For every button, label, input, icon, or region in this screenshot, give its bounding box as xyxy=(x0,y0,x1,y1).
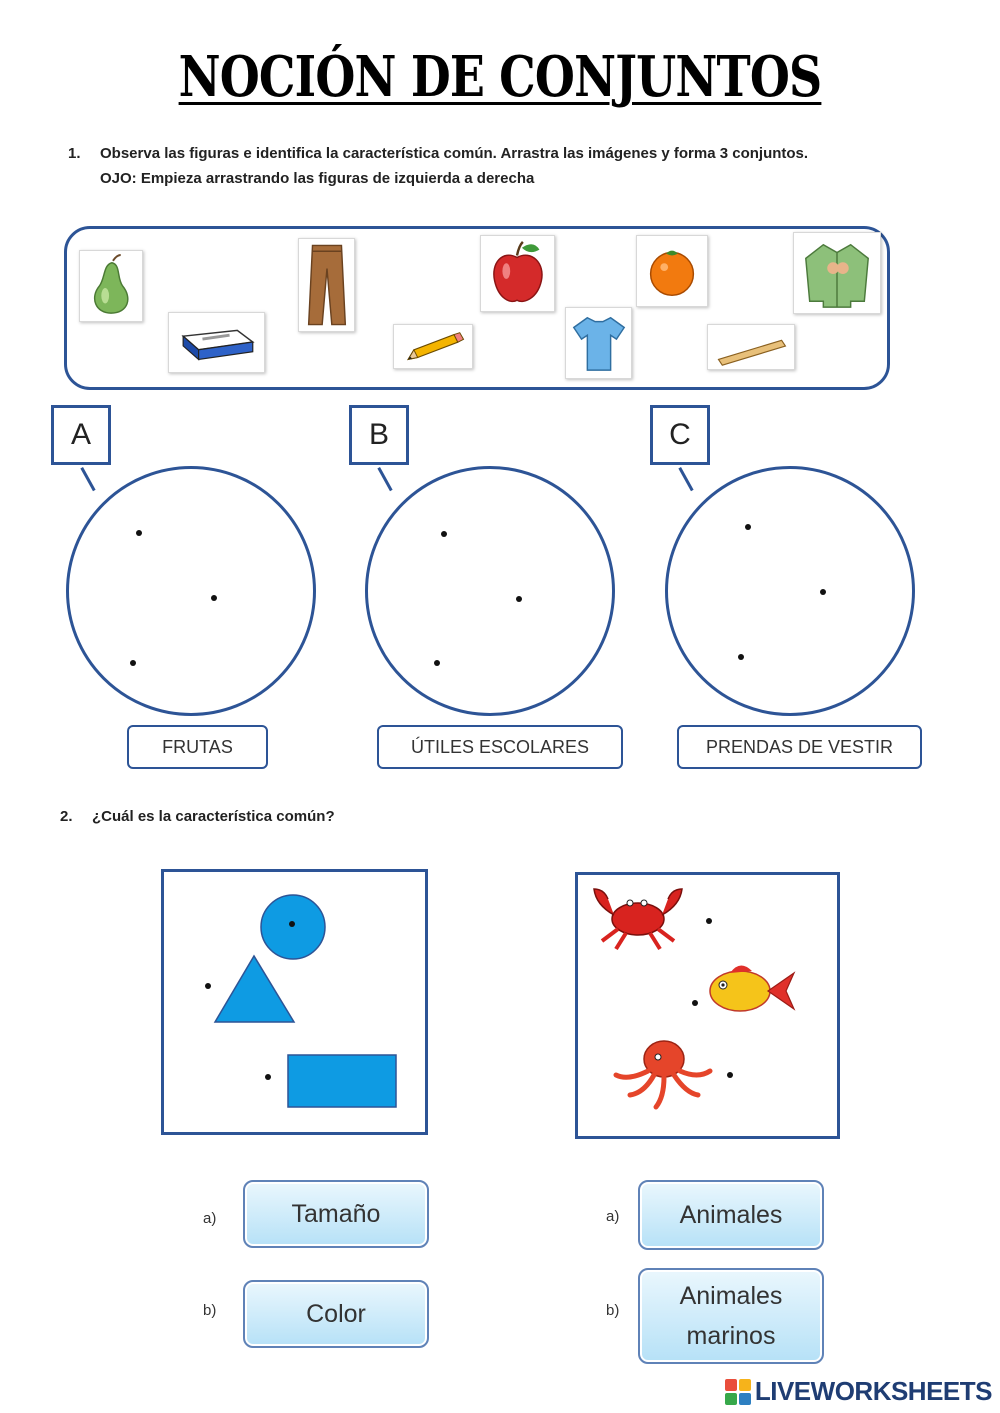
brand-watermark xyxy=(725,1376,992,1407)
q2-text: ¿Cuál es la característica común? xyxy=(92,808,335,825)
right-option-b-letter: b) xyxy=(606,1302,620,1319)
set-c-drop-point[interactable] xyxy=(820,589,826,595)
octopus-drop-point[interactable] xyxy=(727,1072,733,1078)
pants-icon[interactable] xyxy=(298,238,355,332)
set-a-drop-point[interactable] xyxy=(130,660,136,666)
set-c-drop-point[interactable] xyxy=(738,654,744,660)
set-c-letter: C xyxy=(650,405,710,465)
left-option-a-letter: a) xyxy=(203,1210,217,1227)
set-a-letter: A xyxy=(51,405,111,465)
rectangle-drop-point[interactable] xyxy=(265,1074,271,1080)
crab-icon xyxy=(594,889,682,949)
q2-number: 2. xyxy=(60,808,73,825)
q1-line2: OJO: Empieza arrastrando las figuras de izquierda a derecha xyxy=(100,170,535,187)
set-c-drop-point[interactable] xyxy=(745,524,751,530)
right-option-a-button[interactable]: Animales xyxy=(638,1180,824,1250)
left-option-b-button[interactable]: Color xyxy=(243,1280,429,1348)
set-c-name: PRENDAS DE VESTIR xyxy=(677,725,922,769)
page-title: NOCIÓN DE CONJUNTOS xyxy=(178,44,822,110)
set-a-drop-point[interactable] xyxy=(211,595,217,601)
ruler-icon[interactable] xyxy=(707,324,795,370)
orange-icon[interactable] xyxy=(636,235,708,307)
set-c-connector xyxy=(678,467,693,491)
left-option-b-letter: b) xyxy=(203,1302,217,1319)
set-b-letter: B xyxy=(349,405,409,465)
animals-box xyxy=(575,872,840,1139)
circle-shape xyxy=(261,895,325,959)
set-a-circle[interactable] xyxy=(66,466,316,716)
set-b-connector xyxy=(377,467,392,491)
q1-text: Observa las figuras e identifica la característica común. Arrastra las imágenes y forma 3 conjuntos. xyxy=(100,145,809,162)
pear-icon[interactable] xyxy=(79,250,143,322)
octopus-icon xyxy=(616,1041,710,1107)
right-option-a-letter: a) xyxy=(606,1208,620,1225)
shapes-box xyxy=(161,869,428,1135)
jacket-icon[interactable] xyxy=(793,232,881,314)
left-option-a-button[interactable]: Tamaño xyxy=(243,1180,429,1248)
animals-illustration xyxy=(578,875,837,1136)
set-a-connector xyxy=(80,467,95,491)
right-option-b-button[interactable]: Animales marinos xyxy=(638,1268,824,1364)
set-b-drop-point[interactable] xyxy=(434,660,440,666)
shapes-illustration xyxy=(164,872,425,1132)
pencil-icon[interactable] xyxy=(393,324,473,369)
set-b-circle[interactable] xyxy=(365,466,615,716)
q1-line1 xyxy=(68,145,808,162)
set-b-name: ÚTILES ESCOLARES xyxy=(377,725,623,769)
rectangle-shape xyxy=(288,1055,396,1107)
circle-drop-point[interactable] xyxy=(289,921,295,927)
apple-icon[interactable] xyxy=(480,235,555,312)
set-b-drop-point[interactable] xyxy=(441,531,447,537)
brand-name: LIVEWORKSHEETS xyxy=(754,1376,992,1406)
q2-line xyxy=(60,808,335,825)
set-a-name: FRUTAS xyxy=(127,725,268,769)
set-b-drop-point[interactable] xyxy=(516,596,522,602)
triangle-drop-point[interactable] xyxy=(205,983,211,989)
set-a-drop-point[interactable] xyxy=(136,530,142,536)
set-c-circle[interactable] xyxy=(665,466,915,716)
fish-drop-point[interactable] xyxy=(692,1000,698,1006)
tshirt-icon[interactable] xyxy=(565,307,632,379)
q1-number: 1. xyxy=(68,145,81,162)
fish-icon xyxy=(710,965,794,1011)
eraser-icon[interactable] xyxy=(168,312,265,373)
triangle-shape xyxy=(215,956,294,1022)
brand-logo-icon xyxy=(725,1379,751,1405)
crab-drop-point[interactable] xyxy=(706,918,712,924)
